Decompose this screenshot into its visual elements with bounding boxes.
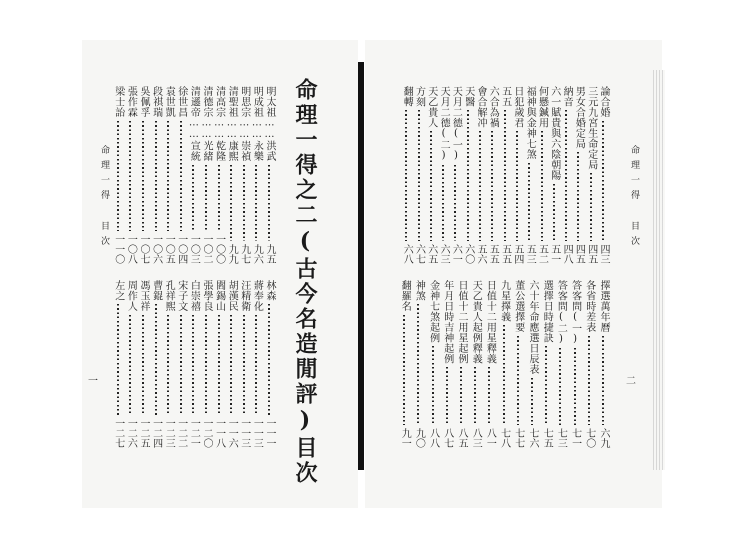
dot-leader — [545, 346, 547, 425]
toc-entry-page: 七八 — [498, 428, 510, 448]
toc-entry[interactable] — [510, 86, 524, 264]
toc-entry[interactable] — [525, 280, 539, 448]
toc-entry-title: 明太祖……洪武 — [264, 86, 275, 162]
toc-entry-title: 宋子文 — [175, 280, 187, 312]
toc-entry[interactable] — [584, 86, 598, 264]
toc-entry-title: 左之 — [112, 280, 124, 301]
toc-entry-title: 清高宗……乾隆 — [213, 86, 225, 162]
toc-entry-page: 六九 — [598, 428, 609, 448]
toc-entry[interactable] — [547, 86, 561, 264]
dot-leader — [192, 165, 194, 232]
toc-entry[interactable] — [539, 280, 553, 448]
toc-entry-title: 白崇禧 — [188, 280, 200, 312]
section-title: 命理一得之二(古今名造閒評)目次 — [292, 78, 318, 486]
toc-entry-title: 明思宗……崇禎 — [238, 86, 250, 162]
toc-entry-title: 金神七煞起例 — [427, 280, 439, 343]
toc-entry-title: 翻羅名 — [399, 280, 411, 312]
dot-leader — [442, 165, 444, 242]
dot-leader — [479, 131, 481, 241]
toc-entry[interactable] — [174, 280, 188, 448]
toc-entry-page: 九六 — [251, 244, 263, 264]
toc-entry-title: 天月二德(一) — [450, 86, 462, 162]
dot-leader — [205, 165, 207, 232]
toc-entry-page: 六七 — [413, 244, 425, 264]
toc-entry[interactable] — [461, 86, 475, 264]
toc-entry[interactable] — [224, 86, 238, 264]
toc-entry-title: 天月二德(二) — [438, 86, 450, 162]
toc-entry[interactable] — [186, 280, 200, 448]
toc-entry[interactable] — [497, 280, 511, 448]
toc-entry[interactable] — [448, 86, 462, 264]
toc-entry-title: 清遜帝……宣統 — [188, 86, 200, 162]
toc-entry-title: 方刻 — [413, 86, 425, 107]
toc-entry[interactable] — [149, 280, 163, 448]
toc-entry-page: 六八 — [401, 244, 413, 264]
dot-leader — [243, 165, 245, 242]
dot-leader — [129, 315, 131, 416]
toc-entry[interactable] — [186, 86, 200, 264]
dot-leader — [192, 315, 194, 416]
toc-entry-page: 八五 — [456, 428, 467, 448]
toc-entry[interactable] — [473, 86, 487, 264]
dot-leader — [117, 304, 119, 415]
dot-leader — [268, 304, 270, 415]
toc-entry-title: 閻錫山 — [213, 280, 225, 312]
toc-entry-page: 七七 — [512, 428, 524, 448]
toc-entry-title: 各省時差表 — [583, 280, 595, 333]
dot-leader — [403, 315, 405, 426]
dot-leader — [517, 336, 519, 426]
dot-leader — [129, 121, 131, 232]
right-running-header: 命理一得 目次 — [629, 145, 639, 251]
dot-leader — [405, 110, 407, 241]
toc-entry-title: 吳佩孚 — [138, 86, 149, 118]
toc-entry-page: 七三 — [555, 428, 567, 448]
dot-leader — [553, 184, 555, 242]
toc-entry-title: 張作霖 — [125, 86, 137, 118]
toc-entry-title: 日犯歲君 — [511, 86, 523, 128]
toc-entry-page: 四五 — [573, 244, 585, 264]
toc-entry-page: 一一六 — [226, 418, 238, 448]
toc-entry-title: 汪精衛 — [238, 280, 250, 312]
toc-entry-title: 答客問(二) — [555, 280, 567, 345]
toc-entry[interactable] — [111, 86, 125, 264]
toc-entry-page: 一二五 — [138, 418, 149, 448]
toc-entry-page: 一一三 — [251, 418, 263, 448]
toc-entry[interactable] — [249, 86, 263, 264]
toc-entry-page: 六三 — [438, 244, 450, 264]
toc-entry[interactable] — [582, 280, 596, 448]
toc-entry-title: 明成祖……永樂 — [251, 86, 263, 162]
toc-entry-page: 一二〇 — [201, 418, 212, 448]
toc-entry-title: 段祺瑞 — [150, 86, 162, 118]
page-edge-shadow — [653, 70, 665, 470]
right-folio: 二 — [626, 376, 636, 387]
toc-entry[interactable] — [485, 86, 499, 264]
dot-leader — [180, 121, 182, 232]
toc-entry-title: 曹錕 — [150, 280, 162, 301]
toc-entry-title: 會合解冲 — [475, 86, 486, 128]
toc-entry-page: 六一 — [450, 244, 462, 264]
left-folio: 一 — [88, 376, 98, 387]
dot-leader — [454, 165, 456, 242]
toc-entry-page: 五六 — [475, 244, 486, 264]
toc-entry-page: 一〇八 — [125, 234, 137, 264]
toc-entry[interactable] — [237, 86, 251, 264]
toc-entry-page: 五五 — [487, 244, 499, 264]
dot-leader — [167, 315, 169, 416]
toc-entry-title: 日值十二用星起例 — [456, 280, 467, 364]
toc-entry-page: 四五 — [585, 244, 597, 264]
toc-entry-title: 林森 — [264, 280, 275, 301]
toc-entry[interactable] — [161, 86, 175, 264]
toc-entry[interactable] — [174, 86, 188, 264]
toc-entry[interactable] — [111, 280, 125, 448]
dot-leader — [516, 131, 518, 241]
toc-entry-title: 五五 — [499, 86, 511, 107]
dot-leader — [255, 165, 257, 242]
dot-leader — [541, 131, 543, 241]
toc-entry-title: 天乙貴人起例釋義 — [470, 280, 482, 364]
toc-entry-page: 九九 — [226, 244, 238, 264]
toc-entry-page: 六〇 — [462, 244, 474, 264]
dot-leader — [180, 315, 182, 416]
dot-leader — [205, 315, 207, 416]
dot-leader — [588, 336, 590, 426]
toc-entry-title: 日值十二用星釋義 — [484, 280, 496, 364]
toc-entry[interactable] — [424, 86, 438, 264]
toc-entry[interactable] — [411, 280, 425, 448]
toc-entry-page: 九五 — [264, 244, 275, 264]
toc-entry-page: 七五 — [541, 428, 553, 448]
toc-entry[interactable] — [199, 280, 213, 448]
toc-entry[interactable] — [596, 86, 610, 264]
toc-entry[interactable] — [571, 86, 585, 264]
toc-entry[interactable] — [224, 280, 238, 448]
toc-entry-title: 納音 — [561, 86, 573, 107]
toc-entry-title: 選擇日時捷訣 — [541, 280, 553, 343]
toc-entry-title: 神煞 — [413, 280, 425, 301]
toc-entry-title: 馮玉祥 — [138, 280, 149, 312]
toc-entry-page: 一〇七 — [138, 234, 149, 264]
dot-leader — [155, 121, 157, 232]
toc-entry-page: 一〇五 — [163, 234, 175, 264]
toc-entry[interactable] — [426, 280, 440, 448]
toc-entry-title: 袁世凱 — [163, 86, 175, 118]
left-running-header: 命理一得 目次 — [99, 145, 109, 251]
dot-leader — [142, 315, 144, 416]
toc-entry-title: 擇選萬年曆 — [598, 280, 609, 333]
toc-entry-title: 周作人 — [125, 280, 137, 312]
dot-leader — [432, 346, 434, 425]
dot-leader — [577, 152, 579, 241]
dot-leader — [142, 121, 144, 232]
toc-entry[interactable] — [498, 86, 512, 264]
toc-entry-title: 六一賦貴與六陰朝陽 — [548, 86, 560, 181]
toc-entry-page: 五二 — [536, 244, 548, 264]
toc-entry[interactable] — [199, 86, 213, 264]
dot-leader — [268, 165, 270, 242]
toc-entry-page: 一〇六 — [150, 234, 162, 264]
toc-entry[interactable] — [237, 280, 251, 448]
toc-entry-title: 答客問(一) — [569, 280, 581, 345]
toc-entry-page: 五一 — [548, 244, 560, 264]
dot-leader — [446, 367, 448, 425]
toc-entry[interactable] — [123, 280, 137, 448]
toc-entry[interactable] — [212, 280, 226, 448]
toc-entry-title: 三元九宮生命定局 — [585, 86, 597, 170]
toc-entry-page: 八八 — [427, 428, 439, 448]
toc-entry-page: 九〇 — [413, 428, 425, 448]
dot-leader — [430, 131, 432, 241]
toc-entry[interactable] — [511, 280, 525, 448]
dot-leader — [167, 121, 169, 232]
dot-leader — [218, 315, 220, 416]
toc-entry[interactable] — [535, 86, 549, 264]
toc-entry-page: 五五 — [499, 244, 511, 264]
dot-leader — [230, 315, 232, 416]
toc-entry[interactable] — [249, 280, 263, 448]
toc-entry[interactable] — [136, 86, 150, 264]
toc-entry-page: 五三 — [524, 244, 536, 264]
toc-entry[interactable] — [149, 86, 163, 264]
dot-leader — [117, 121, 119, 232]
toc-entry-page: 一〇四 — [175, 234, 187, 264]
toc-entry[interactable] — [553, 280, 567, 448]
toc-entry-page: 五四 — [511, 244, 523, 264]
toc-entry-title: 六合為禍 — [487, 86, 499, 128]
toc-entry-title: 清德宗……光緒 — [201, 86, 212, 162]
dot-leader — [255, 315, 257, 416]
toc-entry-page: 一一一 — [264, 418, 275, 448]
dot-leader — [565, 110, 567, 241]
dot-leader — [531, 378, 533, 426]
toc-entry-page: 一二四 — [150, 418, 162, 448]
toc-entry[interactable] — [522, 86, 536, 264]
toc-entry[interactable] — [436, 86, 450, 264]
dot-leader — [467, 110, 469, 241]
toc-entry-page: 一二七 — [112, 418, 124, 448]
toc-entry-page: 一〇二 — [201, 234, 212, 264]
toc-entry[interactable] — [262, 280, 276, 448]
toc-entry-page: 一二二 — [175, 418, 187, 448]
toc-entry-page: 八三 — [470, 428, 482, 448]
toc-entry-title: 蔣奉化 — [251, 280, 263, 312]
toc-entry-page: 一二一 — [188, 418, 200, 448]
toc-entry-title: 張學良 — [201, 280, 212, 312]
toc-entry-page: 一一〇 — [112, 234, 124, 264]
toc-entry[interactable] — [399, 86, 413, 264]
toc-entry-page: 一二三 — [163, 418, 175, 448]
toc-entry[interactable] — [440, 280, 454, 448]
toc-entry-page: 七一 — [569, 428, 581, 448]
dot-leader — [418, 110, 420, 241]
dot-leader — [230, 165, 232, 242]
dot-leader — [474, 367, 476, 425]
toc-entry-page: 六五 — [425, 244, 437, 264]
toc-entry-page: 八七 — [441, 428, 453, 448]
toc-entry[interactable] — [482, 280, 496, 448]
toc-entry[interactable] — [123, 86, 137, 264]
toc-entry-title: 天醫 — [462, 86, 474, 107]
toc-entry-page: 七六 — [527, 428, 538, 448]
dot-leader — [218, 165, 220, 232]
toc-entry[interactable] — [596, 280, 610, 448]
toc-entry-title: 九星擇義 — [498, 280, 510, 322]
dot-leader — [488, 367, 490, 425]
toc-entry-page: 一一三 — [238, 418, 250, 448]
dot-leader — [602, 336, 604, 426]
dot-leader — [590, 173, 592, 241]
toc-entry[interactable] — [454, 280, 468, 448]
toc-entry-title: 天乙貴人 — [425, 86, 437, 128]
toc-entry-title: 徐世昌 — [175, 86, 187, 118]
toc-entry-title: 年月日時吉神起例 — [441, 280, 453, 364]
toc-entry[interactable] — [412, 86, 426, 264]
toc-entry-page: 八一 — [484, 428, 496, 448]
toc-entry-page: 一〇三 — [188, 234, 200, 264]
toc-entry-page: 九七 — [238, 244, 250, 264]
toc-entry-page: 四三 — [598, 244, 609, 264]
toc-entry[interactable] — [397, 280, 411, 448]
toc-entry-title: 何懸鍼用 — [536, 86, 548, 128]
dot-leader — [155, 304, 157, 415]
dot-leader — [503, 325, 505, 425]
toc-entry[interactable] — [212, 86, 226, 264]
toc-entry-page: 九一 — [399, 428, 411, 448]
toc-entry[interactable] — [161, 280, 175, 448]
toc-entry-page: 一〇〇 — [213, 234, 225, 264]
toc-entry-page: 一二六 — [125, 418, 137, 448]
toc-entry-title: 論合婚 — [598, 86, 609, 118]
toc-entry[interactable] — [468, 280, 482, 448]
dot-leader — [559, 348, 561, 425]
dot-leader — [491, 131, 493, 241]
toc-entry[interactable] — [568, 280, 582, 448]
dot-leader — [528, 163, 530, 242]
toc-entry-title: 董公選擇要 — [512, 280, 524, 333]
toc-entry-title: 清聖祖……康熙 — [226, 86, 238, 162]
toc-entry[interactable] — [136, 280, 150, 448]
toc-entry-page: 四八 — [561, 244, 573, 264]
dot-leader — [417, 304, 419, 425]
toc-entry-title: 梁士詒 — [112, 86, 124, 118]
toc-entry-page: 一一八 — [213, 418, 225, 448]
toc-entry-title: 翻轉 — [401, 86, 413, 107]
book-spine — [358, 62, 364, 470]
toc-entry-title: 胡漢民 — [226, 280, 238, 312]
dot-leader — [574, 348, 576, 425]
toc-entry-title: 男女合婚定局 — [573, 86, 585, 149]
dot-leader — [460, 367, 462, 425]
toc-entry-title: 孔祥熙 — [163, 280, 175, 312]
toc-entry[interactable] — [262, 86, 276, 264]
dot-leader — [504, 110, 506, 241]
toc-entry-title: 福神與金神七煞 — [524, 86, 536, 160]
toc-entry-page: 七〇 — [583, 428, 595, 448]
dot-leader — [243, 315, 245, 416]
toc-entry-title: 六十年命應選日辰表 — [527, 280, 538, 375]
toc-entry[interactable] — [559, 86, 573, 264]
dot-leader — [602, 121, 604, 242]
